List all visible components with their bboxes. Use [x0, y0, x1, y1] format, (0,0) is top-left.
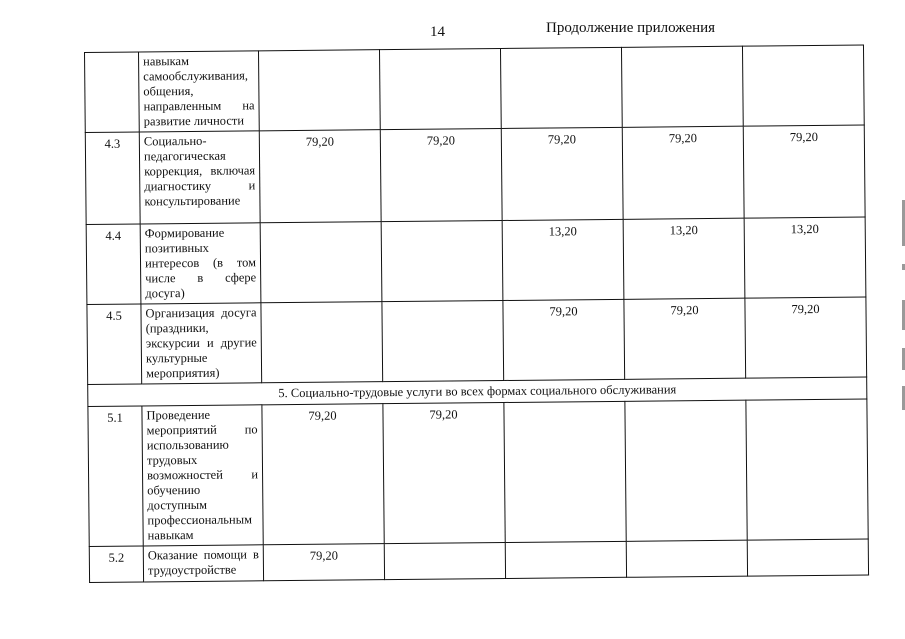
value-cell: [260, 222, 382, 303]
value-cell: 79,20: [263, 544, 384, 581]
value-cell: [621, 46, 743, 127]
value-cell: [625, 400, 747, 541]
value-cell: 79,20: [503, 299, 625, 380]
item-code: 5.1: [88, 406, 143, 547]
services-table-wrapper: [84, 45, 869, 583]
value-cell: 79,20: [501, 127, 623, 220]
item-description: Формирование позитивных интересов (в том числе в сфере досуга): [140, 223, 261, 304]
item-code: 4.5: [87, 304, 142, 385]
value-cell: 13,20: [623, 218, 745, 299]
continuation-label: Продолжение приложения: [546, 20, 716, 36]
item-code: 4.4: [86, 224, 141, 305]
value-cell: 79,20: [622, 126, 744, 219]
item-description: навыкам самообслуживания, общения, направленным на развитие личности: [139, 51, 260, 132]
table-row: [87, 297, 867, 384]
value-cell: [505, 541, 626, 578]
item-description: Организация досуга (праздники, экскурсии и другие культурные мероприятия): [141, 303, 262, 384]
value-cell: [384, 542, 505, 579]
value-cell: [626, 540, 747, 577]
value-cell: [742, 45, 864, 126]
value-cell: [381, 220, 503, 301]
value-cell: 79,20: [624, 298, 746, 379]
item-description: Проведение мероприятий по использованию трудовых возможностей и обучению доступным профессиональным навыкам: [142, 405, 263, 546]
item-code: 4.3: [85, 132, 140, 225]
page-number: 14: [430, 24, 445, 40]
value-cell: [258, 50, 380, 131]
value-cell: [746, 399, 868, 540]
value-cell: [504, 401, 626, 542]
item-description: Оказание помощи в трудоустройстве: [143, 545, 263, 582]
services-table: [84, 45, 869, 583]
value-cell: 79,20: [262, 404, 384, 545]
value-cell: 79,20: [743, 125, 865, 218]
value-cell: 79,20: [259, 130, 381, 223]
section-title: 5. Социально-трудовые услуги во всех формах социального обслуживания: [88, 377, 867, 406]
table-row: [85, 125, 865, 224]
value-cell: [747, 539, 868, 576]
item-description: Социально-педагогическая коррекция, включая диагностику и консультирование: [139, 131, 260, 224]
value-cell: [379, 49, 501, 130]
value-cell: [261, 302, 383, 383]
value-cell: 79,20: [383, 402, 505, 543]
table-row: [85, 45, 865, 132]
value-cell: 13,20: [744, 217, 866, 298]
value-cell: 79,20: [745, 297, 867, 378]
table-row: [86, 217, 866, 304]
table-row: [89, 539, 868, 582]
value-cell: [382, 300, 504, 381]
services-table-body: [85, 45, 869, 582]
value-cell: 79,20: [380, 128, 502, 221]
item-code: [85, 52, 140, 133]
value-cell: [500, 47, 622, 128]
item-code: 5.2: [89, 546, 143, 583]
table-row: [88, 399, 868, 546]
value-cell: 13,20: [502, 219, 624, 300]
